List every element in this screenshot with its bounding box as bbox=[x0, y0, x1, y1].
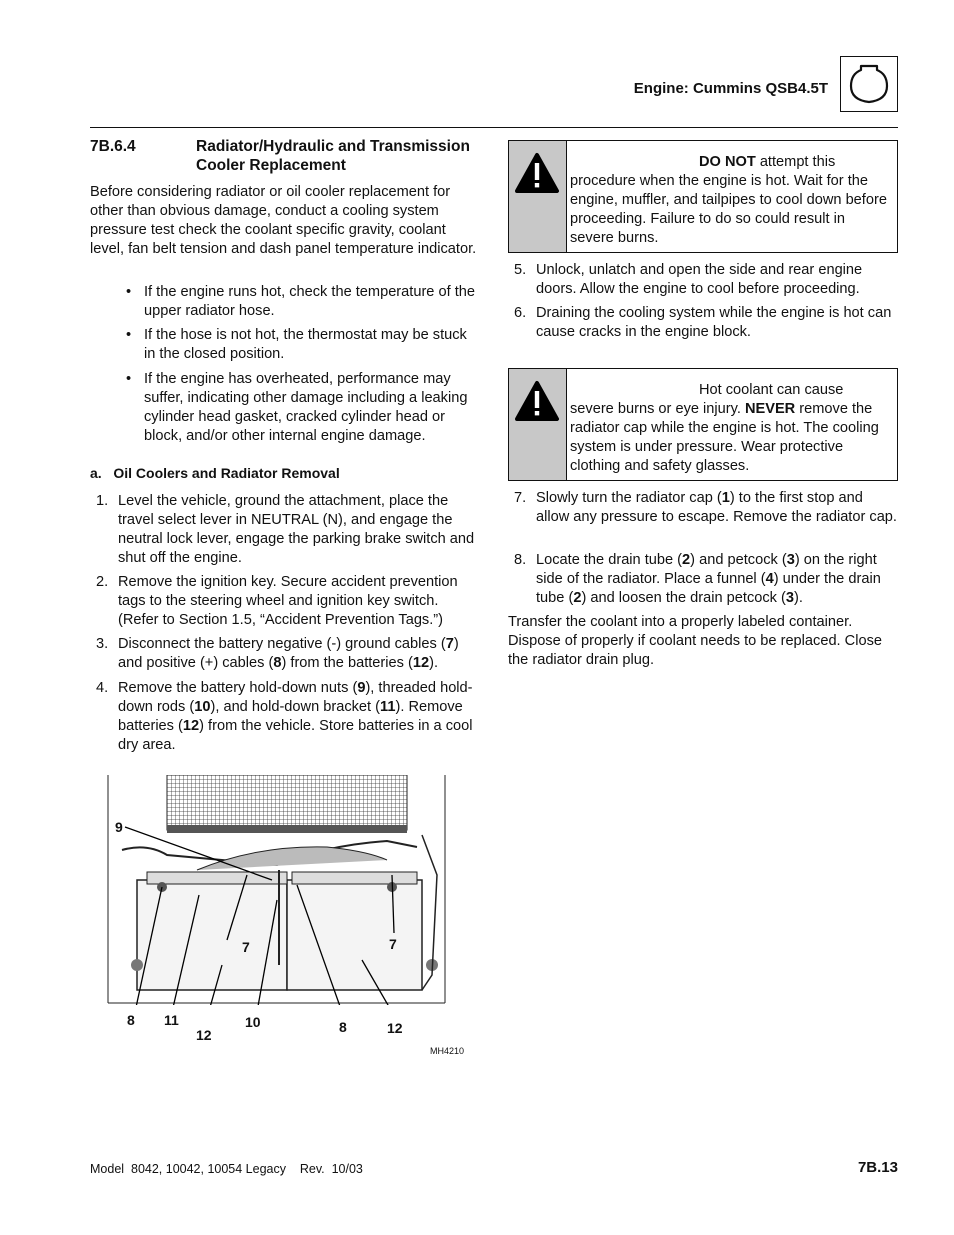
step-item: 6. Draining the cooling system while the engine is hot can cause cracks in the engine block. bbox=[514, 305, 892, 340]
figure-label: 7 bbox=[242, 939, 250, 955]
figure-label: 9 bbox=[115, 819, 123, 835]
figure-label: 8 bbox=[339, 1019, 347, 1035]
header-rule bbox=[90, 127, 898, 128]
intro-paragraph: Before considering radiator or oil cooler replacement for other than obvious damage, conduct a cooling system pressure test check the coolant specific gravity, coolant level, fan belt tension and dash panel temperature indicator. bbox=[90, 184, 477, 257]
step-item: 8. Locate the drain tube (2) and petcock (3) on the right side of the radiator. Place a funnel (4) under the drain tube (2) and loosen the drain petcock (3). bbox=[514, 552, 881, 606]
bullet-item: • If the engine has overheated, performance may suffer, indicating other damage including a leaking cylinder head gasket, cracked cylinder head or block, and/or other internal engine damage. bbox=[126, 371, 468, 444]
engine-icon bbox=[840, 56, 898, 112]
section-number: 7B.6.4 bbox=[90, 138, 136, 155]
subsection-heading: a. Oil Coolers and Radiator Removal bbox=[90, 465, 340, 481]
step-item: 1. Level the vehicle, ground the attachment, place the travel select lever in NEUTRAL (N), and engage the neutral lock lever, engage the parking brake switch and shut off the engine. bbox=[96, 493, 475, 566]
figure-label: 8 bbox=[127, 1012, 135, 1028]
footer-model: Model 8042, 10042, 10054 Legacy Rev. 10/03 bbox=[90, 1162, 363, 1176]
header-title: Engine: Cummins QSB4.5T bbox=[633, 80, 828, 97]
battery-figure bbox=[107, 775, 447, 1005]
page-number: 7B.13 bbox=[857, 1159, 898, 1176]
figure-code: MH4210 bbox=[430, 1046, 465, 1056]
step-item: 3. Disconnect the battery negative (-) ground cables (7) and positive (+) cables (8) from the batteries (12). bbox=[96, 636, 459, 671]
step-item: 5. Unlock, unlatch and open the side and rear engine doors. Allow the engine to cool before proceeding. bbox=[514, 262, 863, 297]
step-item: 4. Remove the battery hold-down nuts (9), threaded hold-down rods (10), and hold-down bracket (11). Remove batteries (12) from the vehicle. Store batteries in a cool dry area. bbox=[96, 680, 473, 753]
closing-paragraph: Transfer the coolant into a properly labeled container. Dispose of properly if coolant needs to be replaced. Close the radiator drain plug. bbox=[508, 614, 882, 668]
warning-box bbox=[508, 140, 898, 253]
figure-label: 10 bbox=[245, 1014, 261, 1030]
figure-label: 12 bbox=[196, 1027, 212, 1043]
section-title: Radiator/Hydraulic and Transmission Cooler Replacement bbox=[196, 138, 470, 174]
warning-icon bbox=[509, 149, 566, 209]
step-item: 2. Remove the ignition key. Secure accident prevention tags to the steering wheel and ignition key switch. (Refer to Section 1.5, “Accident Prevention Tags.”) bbox=[96, 574, 458, 628]
warning-text: DO NOT attempt this procedure when the engine is hot. Wait for the engine, muffler, and tailpipes to cool down before proceeding. Failure to do so could result in severe burns. bbox=[570, 154, 887, 246]
bullet-item: • If the hose is not hot, the thermostat may be stuck in the closed position. bbox=[126, 327, 467, 362]
figure-label: 12 bbox=[387, 1020, 403, 1036]
warning-icon bbox=[509, 377, 566, 437]
figure-label: 7 bbox=[389, 936, 397, 952]
step-item: 7. Slowly turn the radiator cap (1) to the first stop and allow any pressure to escape. Remove the radiator cap. bbox=[514, 490, 897, 525]
warning-box bbox=[508, 368, 898, 481]
bullet-item: • If the engine runs hot, check the temperature of the upper radiator hose. bbox=[126, 284, 475, 319]
figure-label: 11 bbox=[164, 1012, 179, 1028]
warning-text: Hot coolant can cause severe burns or eye injury. NEVER remove the radiator cap while the engine is hot. The cooling system is under pressure. Wear protective clothing and safety glasses. bbox=[570, 382, 879, 474]
